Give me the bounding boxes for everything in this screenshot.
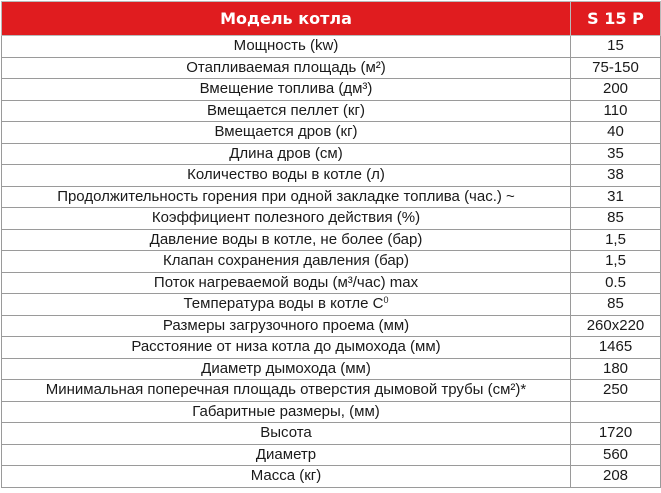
table-row (2, 122, 661, 144)
row-value: 40 (571, 122, 661, 144)
table-row (2, 57, 661, 79)
header-model-label: S 15 P (571, 2, 661, 36)
table-row (2, 315, 661, 337)
row-label-with-superscript (2, 294, 571, 316)
row-value: 15 (571, 36, 661, 58)
row-label: Длина дров (см) (2, 143, 571, 165)
row-label: Вмещение топлива (дм³) (2, 79, 571, 101)
row-value: 208 (571, 466, 661, 488)
row-label: Габаритные размеры, (мм) (2, 401, 571, 423)
header-param-label: Модель котла (2, 2, 571, 36)
row-value: 250 (571, 380, 661, 402)
row-label: Диаметр дымохода (мм) (2, 358, 571, 380)
table-row (2, 208, 661, 230)
row-value: 38 (571, 165, 661, 187)
row-value: 35 (571, 143, 661, 165)
table-header-row (2, 2, 661, 36)
row-label: Температура воды в котле С (183, 295, 384, 313)
row-value: 560 (571, 444, 661, 466)
table-row (2, 380, 661, 402)
row-value: 0.5 (571, 272, 661, 294)
table-row (2, 466, 661, 488)
row-label: Размеры загрузочного проема (мм) (2, 315, 571, 337)
row-value: 1720 (571, 423, 661, 445)
row-label: Отапливаемая площадь (м²) (2, 57, 571, 79)
table-row (2, 401, 661, 423)
row-value: 110 (571, 100, 661, 122)
row-label: Минимальная поперечная площадь отверстия дымовой трубы (см²)* (2, 380, 571, 402)
table-row (2, 165, 661, 187)
row-label: Количество воды в котле (л) (2, 165, 571, 187)
table-row (2, 100, 661, 122)
row-label: Высота (2, 423, 571, 445)
table-row (2, 337, 661, 359)
row-label: Диаметр (2, 444, 571, 466)
row-value: 200 (571, 79, 661, 101)
table-row (2, 229, 661, 251)
table-row (2, 251, 661, 273)
row-label: Масса (кг) (2, 466, 571, 488)
row-value: 1,5 (571, 251, 661, 273)
row-label: Продолжительность горения при одной закладке топлива (час.) ~ (2, 186, 571, 208)
table-row (2, 358, 661, 380)
row-value: 75-150 (571, 57, 661, 79)
table-row (2, 423, 661, 445)
row-value: 180 (571, 358, 661, 380)
row-label: Вмещается дров (кг) (2, 122, 571, 144)
table-row (2, 79, 661, 101)
row-label: Клапан сохранения давления (бар) (2, 251, 571, 273)
table-row (2, 36, 661, 58)
row-value: 1465 (571, 337, 661, 359)
row-value: 260x220 (571, 315, 661, 337)
table-row (2, 186, 661, 208)
row-label: Поток нагреваемой воды (м³/час) max (2, 272, 571, 294)
table-row (2, 294, 661, 316)
row-label: Коэффициент полезного действия (%) (2, 208, 571, 230)
row-value: 1,5 (571, 229, 661, 251)
row-label: Мощность (kw) (2, 36, 571, 58)
degree-superscript: 0 (383, 295, 389, 306)
row-label: Расстояние от низа котла до дымохода (мм) (2, 337, 571, 359)
row-label: Давление воды в котле, не более (бар) (2, 229, 571, 251)
table-row (2, 143, 661, 165)
row-label: Вмещается пеллет (кг) (2, 100, 571, 122)
row-value: 31 (571, 186, 661, 208)
row-value: 85 (571, 208, 661, 230)
table-row (2, 272, 661, 294)
row-value (571, 401, 661, 423)
table-row (2, 444, 661, 466)
boiler-spec-table (1, 1, 661, 488)
row-value: 85 (571, 294, 661, 316)
